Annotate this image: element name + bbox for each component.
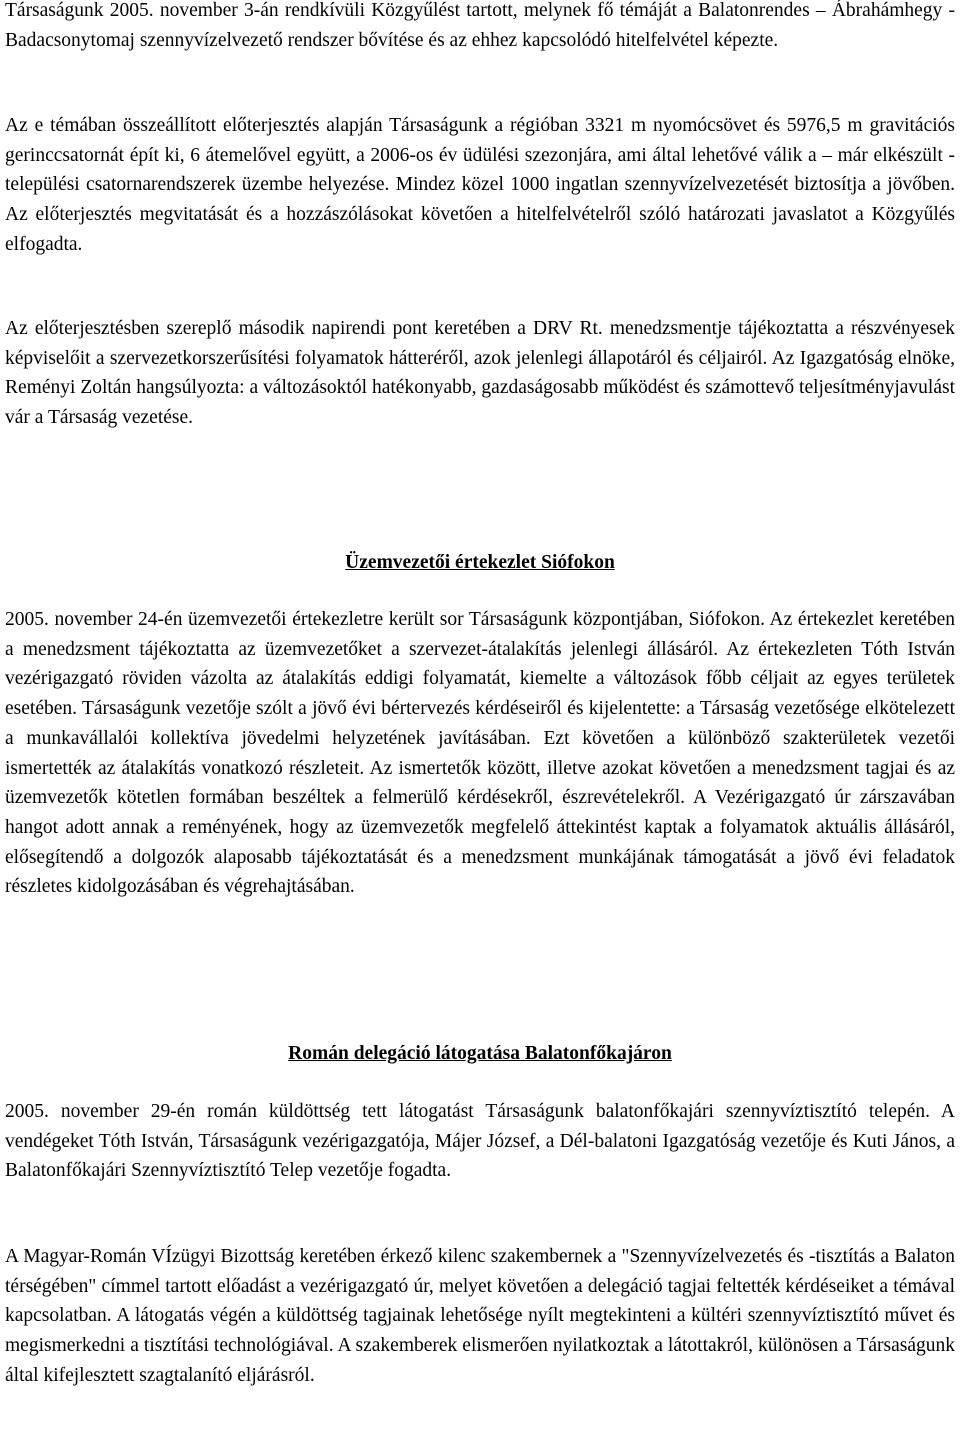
paragraph-proposal-details: Az e témában összeállított előterjesztés alapján Társaságunk a régióban 3321 m nyomócsövet és 5976,5 m gravitációs gerinccsatornát épít ki, 6 átemelővel együtt, a 2006-os év üdülési szezonjára, ami által lehetővé válik a – már elkészült - települési csatornarendszerek üzembe helyezése. Mindez közel 1000 ingatlan szennyvízelvezetését biztosítja a jövőben. Az előterjesztés megvitatását és a hozzászólásokat követően a hitelfelvételről szóló határozati javaslatot a Közgyűlés elfogadta. xyxy=(5,115,955,255)
paragraph-siofok-meeting: 2005. november 24-én üzemvezetői értekezletre került sor Társaságunk központjában, Siófokon. Az értekezlet keretében a menedzsment tájékoztatta az üzemvezetőket a szervezet-átalakítás jelenlegi állásáról. Az értekezleten Tóth István vezérigazgató röviden vázolta az átalakítás eddigi folyamatát, kiemelte a változások főbb céljait az egyes területek esetében. Társaságunk vezetője szólt a jövő évi bértervezés kérdéseiről és kijelentette: a Társaság vezetősége elkötelezett a munkavállalói kollektíva jövedelmi helyzetének javításában. Ezt követően a különböző szakterületek vezetői ismertették az átalakítás vonatkozó részleteit. Az ismertetők között, illetve azokat követően a menedzsment tagjai és az üzemvezetők kötetlen formában beszéltek a felmerülő kérdésekről, észrevételekről. A Vezérigazgató úr zárszavában hangot adott annak a reményének, hogy az üzemvezetők megfelelő áttekintést kaptak a folyamatok aktuális állásáról, elősegítendő a dolgozók alaposabb tájékoztatását és a menedzsment munkájának támogatását a jövő évi feladatok részletes kidolgozásában és végrehajtásában. xyxy=(5,609,955,898)
paragraph-lecture-and-tour: A Magyar-Román VÍzügyi Bizottság keretében érkező kilenc szakembernek a "Szennyvízelvezetés és -tisztítás a Balaton térségében" címmel tartott előadást a vezérigazgató úr, melyet követően a delegáció tagjai feltették kérdéseiket a témával kapcsolatban. A látogatás végén a küldöttség tagjainak lehetősége nyílt megtekinteni a kültéri szennyvíztisztító művet és megismerkedni a tisztítási technológiával. A szakemberek elismerően nyilatkoztak a látottakról, különösen a Társaságunk által kifejlesztett szagtalanító eljárásról. xyxy=(5,1246,955,1386)
paragraph-second-agenda-item: Az előterjesztésben szereplő második napirendi pont keretében a DRV Rt. menedzsmentje tájékoztatta a részvényesek képviselőit a szervezetkorszerűsítési folyamatok hátteréről, azok jelenlegi állapotáról és céljairól. Az Igazgatóság elnöke, Reményi Zoltán hangsúlyozta: a változásoktól hatékonyabb, gazdaságosabb működést és számottevő teljesítményjavulást vár a Társaság vezetése. xyxy=(5,318,955,429)
paragraph-romanian-visit: 2005. november 29-én román küldöttség tett látogatást Társaságunk balatonfőkajári szennyvíztisztító telepén. A vendégeket Tóth István, Társaságunk vezérigazgatója, Májer József, a Dél-balatoni Igazgatóság vezetője és Kuti János, a Balatonfőkajári Szennyvíztisztító Telep vezetője fogadta. xyxy=(5,1101,955,1182)
heading-romanian-delegation: Román delegáció látogatása Balatonfőkajáron xyxy=(288,1043,672,1064)
paragraph-extraordinary-assembly: Társaságunk 2005. november 3-án rendkívüli Közgyűlést tartott, melynek fő témáját a Balatonrendes – Ábrahámhegy - Badacsonytomaj szennyvízelvezető rendszer bővítése és az ehhez kapcsolódó hitelfelvétel képezte. xyxy=(5,0,955,51)
heading-siofok-meeting: Üzemvezetői értekezlet Siófokon xyxy=(345,552,615,573)
